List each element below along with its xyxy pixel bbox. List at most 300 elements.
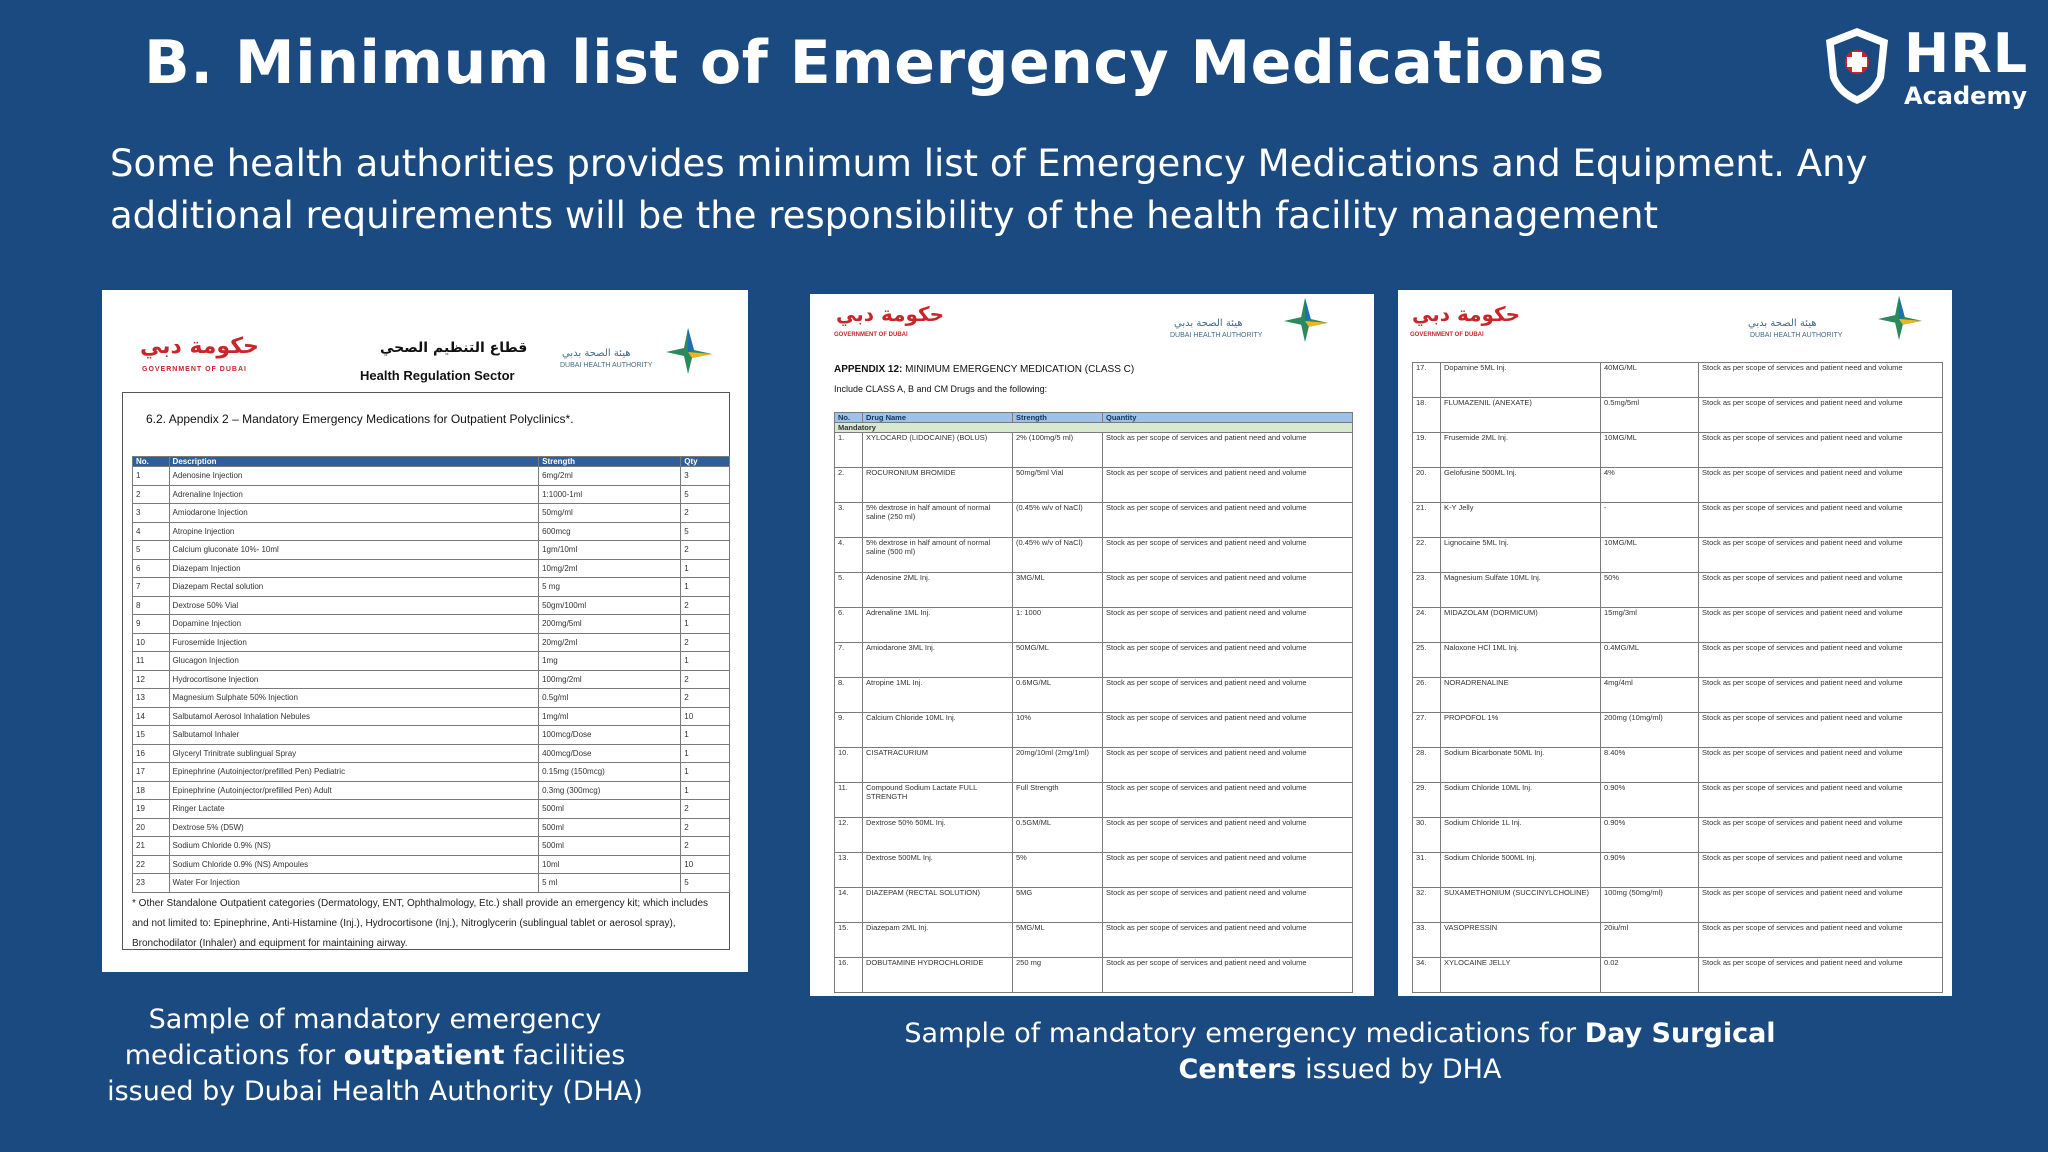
table-row — [835, 468, 1353, 503]
table-row — [835, 643, 1353, 678]
table-row — [1413, 713, 1943, 748]
table-row — [133, 670, 730, 689]
table-cell: 1 — [681, 559, 730, 578]
table-cell: 13 — [133, 689, 170, 708]
table-cell: Amiodarone 3ML Inj. — [863, 643, 1013, 678]
table-cell: 1 — [681, 726, 730, 745]
table-cell: 50mg/5ml Vial — [1013, 468, 1103, 503]
table-row — [1413, 398, 1943, 433]
table-cell: 29. — [1413, 783, 1441, 818]
table-cell: 10 — [681, 707, 730, 726]
quantity-cell: Stock as per scope of services and patient need and volume — [1103, 958, 1353, 993]
appendix-heading — [834, 364, 1134, 375]
table-cell: 1 — [681, 615, 730, 634]
dha-english: DUBAI HEALTH AUTHORITY — [1750, 332, 1843, 339]
table-cell: 2 — [681, 504, 730, 523]
table-row — [133, 633, 730, 652]
table-cell: 30. — [1413, 818, 1441, 853]
table-row — [133, 726, 730, 745]
table-cell: 20mg/10ml (2mg/1ml) — [1013, 748, 1103, 783]
appendix-heading-rest: MINIMUM EMERGENCY MEDICATION (CLASS C) — [902, 364, 1135, 375]
quantity-cell: Stock as per scope of services and patient need and volume — [1103, 433, 1353, 468]
table-cell: 2 — [681, 818, 730, 837]
table-cell: 31. — [1413, 853, 1441, 888]
quantity-cell: Stock as per scope of services and patient need and volume — [1103, 538, 1353, 573]
table-cell: 0.90% — [1601, 818, 1699, 853]
table-cell: 21. — [1413, 503, 1441, 538]
table-cell: - — [1601, 503, 1699, 538]
table-cell: 5 — [681, 485, 730, 504]
table-cell: 500ml — [539, 837, 681, 856]
table-row — [133, 578, 730, 597]
quantity-cell: Stock as per scope of services and patient need and volume — [1699, 713, 1943, 748]
table-cell: Salbutamol Inhaler — [169, 726, 539, 745]
table-row — [835, 538, 1353, 573]
table-cell: 0.02 — [1601, 958, 1699, 993]
table-cell: 5 — [681, 874, 730, 893]
table-cell: Dextrose 5% (D5W) — [169, 818, 539, 837]
dha-english: DUBAI HEALTH AUTHORITY — [560, 362, 653, 369]
appendix-subheading: Include CLASS A, B and CM Drugs and the following: — [834, 384, 1048, 394]
table-cell: Dextrose 500ML Inj. — [863, 853, 1013, 888]
table-cell: 4mg/4ml — [1601, 678, 1699, 713]
table-cell: 2 — [681, 541, 730, 560]
shield-icon — [1822, 26, 1892, 106]
table-cell: Frusemide 2ML Inj. — [1441, 433, 1601, 468]
table-cell: 19. — [1413, 433, 1441, 468]
mandatory-row — [835, 423, 1353, 433]
table-cell: 1 — [681, 652, 730, 671]
table-cell: Dextrose 50% Vial — [169, 596, 539, 615]
table-row — [133, 744, 730, 763]
table-cell: 10ml — [539, 855, 681, 874]
table-cell: Sodium Chloride 1L Inj. — [1441, 818, 1601, 853]
caption-outpatient-bold: outpatient — [343, 1040, 505, 1071]
table-cell: 600mcg — [539, 522, 681, 541]
quantity-cell: Stock as per scope of services and patient need and volume — [1699, 573, 1943, 608]
quantity-cell: Stock as per scope of services and patient need and volume — [1699, 818, 1943, 853]
table-row — [1413, 433, 1943, 468]
table-cell: Gelofusine 500ML Inj. — [1441, 468, 1601, 503]
table-cell: 22 — [133, 855, 170, 874]
caption-day-surgical-bold: Day Surgical Centers — [1178, 1018, 1776, 1085]
table-row — [1413, 958, 1943, 993]
table-cell: 0.3mg (300mcg) — [539, 781, 681, 800]
table-cell: 7 — [133, 578, 170, 597]
table-cell: 12 — [133, 670, 170, 689]
table-cell: 2 — [681, 633, 730, 652]
table-cell: Hydrocortisone Injection — [169, 670, 539, 689]
table-cell: 10% — [1013, 713, 1103, 748]
table-cell: 2 — [681, 800, 730, 819]
table-row — [133, 763, 730, 782]
table-cell: 5MG — [1013, 888, 1103, 923]
table-row — [1413, 363, 1943, 398]
table-cell: Sodium Chloride 500ML Inj. — [1441, 853, 1601, 888]
table-row — [133, 781, 730, 800]
table-cell: 8. — [835, 678, 863, 713]
table-cell: 3. — [835, 503, 863, 538]
table-row — [133, 504, 730, 523]
quantity-cell: Stock as per scope of services and patient need and volume — [1699, 888, 1943, 923]
dha-outpatient-document — [102, 290, 748, 972]
table-cell: 4% — [1601, 468, 1699, 503]
table-cell: Diazepam Injection — [169, 559, 539, 578]
table-row — [835, 818, 1353, 853]
table-row — [133, 559, 730, 578]
table-cell: 18 — [133, 781, 170, 800]
table-cell: 0.5mg/5ml — [1601, 398, 1699, 433]
table-cell: 21 — [133, 837, 170, 856]
table-cell: Adenosine 2ML Inj. — [863, 573, 1013, 608]
table-cell: 2 — [681, 689, 730, 708]
column-header: No. — [835, 413, 863, 423]
table-cell: Calcium Chloride 10ML Inj. — [863, 713, 1013, 748]
table-cell: 14 — [133, 707, 170, 726]
quantity-cell: Stock as per scope of services and patient need and volume — [1699, 398, 1943, 433]
table-cell: 10MG/ML — [1601, 433, 1699, 468]
table-cell: Epinephrine (Autoinjector/prefilled Pen) Pediatric — [169, 763, 539, 782]
table-cell: 1. — [835, 433, 863, 468]
table-cell: 20 — [133, 818, 170, 837]
dha-arabic: هيئة الصحة بدبي — [562, 348, 631, 359]
table-cell: 6mg/2ml — [539, 467, 681, 486]
quantity-cell: Stock as per scope of services and patient need and volume — [1103, 853, 1353, 888]
quantity-cell: Stock as per scope of services and patient need and volume — [1103, 468, 1353, 503]
table-cell: 500ml — [539, 818, 681, 837]
column-header: Strength — [1013, 413, 1103, 423]
table-cell: 14. — [835, 888, 863, 923]
table-cell: Atropine 1ML Inj. — [863, 678, 1013, 713]
quantity-cell: Stock as per scope of services and patient need and volume — [1699, 503, 1943, 538]
table-cell: 9 — [133, 615, 170, 634]
table-cell: 100mg/2ml — [539, 670, 681, 689]
dha-logo-icon — [662, 326, 714, 376]
table-row — [835, 433, 1353, 468]
quantity-cell: Stock as per scope of services and patient need and volume — [1103, 713, 1353, 748]
table-cell: 5% dextrose in half amount of normal saline (500 ml) — [863, 538, 1013, 573]
table-cell: VASOPRESSIN — [1441, 923, 1601, 958]
table-cell: 500ml — [539, 800, 681, 819]
table-row — [1413, 853, 1943, 888]
table-row — [835, 783, 1353, 818]
gov-dubai-logo-text: حكومة دبي — [836, 302, 945, 326]
quantity-cell: Stock as per scope of services and patient need and volume — [1103, 678, 1353, 713]
table-row — [1413, 608, 1943, 643]
table-cell: Magnesium Sulphate 50% Injection — [169, 689, 539, 708]
gov-dubai-en: GOVERNMENT OF DUBAI — [1410, 332, 1484, 338]
table-cell: 50mg/ml — [539, 504, 681, 523]
table-cell: 50MG/ML — [1013, 643, 1103, 678]
caption-outpatient — [80, 1002, 670, 1110]
table-row — [133, 689, 730, 708]
table-row — [133, 541, 730, 560]
table-cell: 0.15mg (150mcg) — [539, 763, 681, 782]
table-cell: 24. — [1413, 608, 1441, 643]
table-cell: 26. — [1413, 678, 1441, 713]
table-row — [133, 855, 730, 874]
column-header: Description — [169, 457, 539, 467]
table-cell: 4. — [835, 538, 863, 573]
quantity-cell: Stock as per scope of services and patient need and volume — [1103, 818, 1353, 853]
dha-english: DUBAI HEALTH AUTHORITY — [1170, 332, 1263, 339]
table-row — [835, 888, 1353, 923]
table-cell: 10. — [835, 748, 863, 783]
table-cell: 1:1000-1ml — [539, 485, 681, 504]
table-cell: 20. — [1413, 468, 1441, 503]
table-cell: 28. — [1413, 748, 1441, 783]
table-cell: 15mg/3ml — [1601, 608, 1699, 643]
quantity-cell: Stock as per scope of services and patient need and volume — [1699, 853, 1943, 888]
table-cell: Adenosine Injection — [169, 467, 539, 486]
table-row — [133, 522, 730, 541]
table-cell: 1mg — [539, 652, 681, 671]
table-cell: 50gm/100ml — [539, 596, 681, 615]
table-cell: 2% (100mg/5 ml) — [1013, 433, 1103, 468]
slide-title: B. Minimum list of Emergency Medications — [144, 28, 1605, 98]
table-cell: Salbutamol Aerosol Inhalation Nebules — [169, 707, 539, 726]
quantity-cell: Stock as per scope of services and patient need and volume — [1103, 748, 1353, 783]
table-cell: 0.5GM/ML — [1013, 818, 1103, 853]
table-cell: 10MG/ML — [1601, 538, 1699, 573]
table-row — [1413, 818, 1943, 853]
table-cell: 22. — [1413, 538, 1441, 573]
table-cell: DOBUTAMINE HYDROCHLORIDE — [863, 958, 1013, 993]
quantity-cell: Stock as per scope of services and patient need and volume — [1699, 433, 1943, 468]
table-cell: 1: 1000 — [1013, 608, 1103, 643]
gov-dubai-logo-text: حكومة دبي — [140, 334, 259, 359]
table-cell: 2 — [681, 670, 730, 689]
table-cell: 4 — [133, 522, 170, 541]
table-cell: Dopamine Injection — [169, 615, 539, 634]
table-cell: Sodium Chloride 10ML Inj. — [1441, 783, 1601, 818]
table-cell: Glucagon Injection — [169, 652, 539, 671]
table-row — [133, 874, 730, 893]
table-cell: 1 — [133, 467, 170, 486]
table-row — [835, 503, 1353, 538]
table-row — [835, 958, 1353, 993]
table-cell: Water For Injection — [169, 874, 539, 893]
table-row — [133, 485, 730, 504]
table-cell: Sodium Bicarbonate 50ML Inj. — [1441, 748, 1601, 783]
sector-english: Health Regulation Sector — [360, 368, 515, 383]
dha-logo-icon — [1280, 296, 1330, 344]
table-cell: Diazepam Rectal solution — [169, 578, 539, 597]
outpatient-medications-table — [132, 456, 730, 893]
intro-text: Some health authorities provides minimum list of Emergency Medications and Equipment. Any additional requirements will be the responsibility of the health facility management — [110, 142, 1868, 237]
table-cell: Lignocaine 5ML Inj. — [1441, 538, 1601, 573]
table-cell: 0.5g/ml — [539, 689, 681, 708]
table-cell: 19 — [133, 800, 170, 819]
table-row — [133, 467, 730, 486]
table-cell: 40MG/ML — [1601, 363, 1699, 398]
table-cell: 5 mg — [539, 578, 681, 597]
table-row — [133, 800, 730, 819]
table-cell: 17 — [133, 763, 170, 782]
class-c-medications-table-continued — [1412, 362, 1943, 993]
table-cell: 2 — [681, 596, 730, 615]
table-cell: 2 — [681, 837, 730, 856]
column-header: Quantity — [1103, 413, 1353, 423]
table-cell: 25. — [1413, 643, 1441, 678]
table-cell: 12. — [835, 818, 863, 853]
table-cell: 16 — [133, 744, 170, 763]
table-cell: 20mg/2ml — [539, 633, 681, 652]
table-cell: 2. — [835, 468, 863, 503]
logo-main-text: HRL — [1904, 22, 2029, 85]
table-cell: 17. — [1413, 363, 1441, 398]
table-cell: Amiodarone Injection — [169, 504, 539, 523]
table-cell: Diazepam 2ML Inj. — [863, 923, 1013, 958]
table-cell: CISATRACURIUM — [863, 748, 1013, 783]
table-cell: 3MG/ML — [1013, 573, 1103, 608]
gov-dubai-en: GOVERNMENT OF DUBAI — [142, 366, 247, 373]
table-row — [1413, 748, 1943, 783]
table-cell: Sodium Chloride 0.9% (NS) — [169, 837, 539, 856]
table-cell: 1 — [681, 781, 730, 800]
appendix-heading-bold: APPENDIX 12: — [834, 364, 903, 375]
quantity-cell: Stock as per scope of services and patient need and volume — [1699, 748, 1943, 783]
quantity-cell: Stock as per scope of services and patient need and volume — [1699, 643, 1943, 678]
table-cell: 1 — [681, 744, 730, 763]
table-row — [1413, 468, 1943, 503]
doc-footnote: * Other Standalone Outpatient categories (Dermatology, ENT, Ophthalmology, Etc.) shall provide an emergency kit; which includes and not limited to: Epinephrine, Anti-Histamine (Inj.), Hydrocortisone (Inj.), Nitroglycerin (sublingual tablet or aerosol spray), Bronchodilator (Inhaler) and equipment for maintaining airway. — [132, 898, 709, 949]
table-cell: DIAZEPAM (RECTAL SOLUTION) — [863, 888, 1013, 923]
quantity-cell: Stock as per scope of services and patient need and volume — [1699, 363, 1943, 398]
table-cell: MIDAZOLAM (DORMICUM) — [1441, 608, 1601, 643]
table-row — [1413, 573, 1943, 608]
table-row — [1413, 888, 1943, 923]
quantity-cell: Stock as per scope of services and patient need and volume — [1699, 923, 1943, 958]
table-row — [133, 707, 730, 726]
quantity-cell: Stock as per scope of services and patient need and volume — [1103, 888, 1353, 923]
table-row — [835, 678, 1353, 713]
table-cell: Epinephrine (Autoinjector/prefilled Pen) Adult — [169, 781, 539, 800]
table-cell: 6. — [835, 608, 863, 643]
table-cell: Dextrose 50% 50ML Inj. — [863, 818, 1013, 853]
table-row — [1413, 503, 1943, 538]
table-row — [835, 573, 1353, 608]
table-row — [1413, 538, 1943, 573]
quantity-cell: Stock as per scope of services and patient need and volume — [1103, 923, 1353, 958]
table-cell: 5 — [133, 541, 170, 560]
table-cell: 200mg/5ml — [539, 615, 681, 634]
quantity-cell: Stock as per scope of services and patient need and volume — [1699, 958, 1943, 993]
table-cell: 5% dextrose in half amount of normal saline (250 ml) — [863, 503, 1013, 538]
table-cell: NORADRENALINE — [1441, 678, 1601, 713]
dha-logo-icon — [1874, 294, 1924, 342]
table-cell: 3 — [681, 467, 730, 486]
caption-day-surgical-post: issued by DHA — [1296, 1054, 1502, 1085]
table-row — [835, 923, 1353, 958]
table-cell: Full Strength — [1013, 783, 1103, 818]
table-cell: 1 — [681, 763, 730, 782]
logo-sub-text: Academy — [1904, 82, 2028, 110]
table-cell: (0.45% w/v of NaCl) — [1013, 503, 1103, 538]
table-row — [133, 818, 730, 837]
table-cell: XYLOCARD (LIDOCAINE) (BOLUS) — [863, 433, 1013, 468]
table-cell: 50% — [1601, 573, 1699, 608]
table-cell: Calcium gluconate 10%- 10ml — [169, 541, 539, 560]
table-cell: 11 — [133, 652, 170, 671]
dha-class-c-document-continued — [1398, 290, 1952, 996]
table-cell: ROCURONIUM BROMIDE — [863, 468, 1013, 503]
table-row — [133, 652, 730, 671]
table-row — [1413, 783, 1943, 818]
table-cell: 8.40% — [1601, 748, 1699, 783]
table-cell: Adrenaline Injection — [169, 485, 539, 504]
table-cell: Sodium Chloride 0.9% (NS) Ampoules — [169, 855, 539, 874]
column-header: Qty — [681, 457, 730, 467]
table-cell: Adrenaline 1ML Inj. — [863, 608, 1013, 643]
table-cell: Glyceryl Trinitrate sublingual Spray — [169, 744, 539, 763]
appendix-heading: 6.2. Appendix 2 – Mandatory Emergency Medications for Outpatient Polyclinics*. — [146, 412, 574, 426]
quantity-cell: Stock as per scope of services and patient need and volume — [1103, 608, 1353, 643]
column-header: Drug Name — [863, 413, 1013, 423]
table-cell: 250 mg — [1013, 958, 1103, 993]
mandatory-label: Mandatory — [835, 423, 1353, 433]
table-cell: K-Y Jelly — [1441, 503, 1601, 538]
column-header: No. — [133, 457, 170, 467]
table-cell: 20iu/ml — [1601, 923, 1699, 958]
table-cell: 27. — [1413, 713, 1441, 748]
gov-dubai-en: GOVERNMENT OF DUBAI — [834, 332, 908, 338]
quantity-cell: Stock as per scope of services and patient need and volume — [1103, 503, 1353, 538]
table-cell: 32. — [1413, 888, 1441, 923]
sector-arabic: قطاع التنظيم الصحي — [380, 340, 528, 356]
quantity-cell: Stock as per scope of services and patient need and volume — [1699, 468, 1943, 503]
table-cell: Compound Sodium Lactate FULL STRENGTH — [863, 783, 1013, 818]
table-cell: 5% — [1013, 853, 1103, 888]
quantity-cell: Stock as per scope of services and patient need and volume — [1103, 573, 1353, 608]
column-header: Strength — [539, 457, 681, 467]
table-cell: 6 — [133, 559, 170, 578]
table-cell: 23 — [133, 874, 170, 893]
quantity-cell: Stock as per scope of services and patient need and volume — [1699, 538, 1943, 573]
quantity-cell: Stock as per scope of services and patient need and volume — [1699, 783, 1943, 818]
table-cell: 9. — [835, 713, 863, 748]
hrl-academy-logo — [1818, 22, 2029, 114]
table-cell: 0.90% — [1601, 783, 1699, 818]
caption-outpatient-post: facilities issued by Dubai Health Authority (DHA) — [107, 1040, 643, 1107]
table-cell: 0.6MG/ML — [1013, 678, 1103, 713]
table-cell: 7. — [835, 643, 863, 678]
quantity-cell: Stock as per scope of services and patient need and volume — [1699, 678, 1943, 713]
table-cell: 23. — [1413, 573, 1441, 608]
table-cell: 0.4MG/ML — [1601, 643, 1699, 678]
table-cell: SUXAMETHONIUM (SUCCINYLCHOLINE) — [1441, 888, 1601, 923]
table-row — [835, 748, 1353, 783]
table-cell: 5 ml — [539, 874, 681, 893]
quantity-cell: Stock as per scope of services and patient need and volume — [1699, 608, 1943, 643]
dha-arabic: هيئة الصحة بدبي — [1748, 318, 1817, 329]
caption-outpatient-pre: Sample of mandatory emergency medications for — [124, 1004, 602, 1071]
table-cell: 11. — [835, 783, 863, 818]
table-cell: 100mcg/Dose — [539, 726, 681, 745]
table-row — [835, 713, 1353, 748]
table-cell: 15. — [835, 923, 863, 958]
table-cell: 10 — [681, 855, 730, 874]
table-row — [1413, 678, 1943, 713]
table-cell: 5MG/ML — [1013, 923, 1103, 958]
table-cell: Atropine Injection — [169, 522, 539, 541]
table-cell: Ringer Lactate — [169, 800, 539, 819]
table-cell: 10mg/2ml — [539, 559, 681, 578]
caption-day-surgical-pre: Sample of mandatory emergency medications for — [904, 1018, 1585, 1049]
table-cell: 8 — [133, 596, 170, 615]
table-cell: PROPOFOL 1% — [1441, 713, 1601, 748]
table-cell: 34. — [1413, 958, 1441, 993]
